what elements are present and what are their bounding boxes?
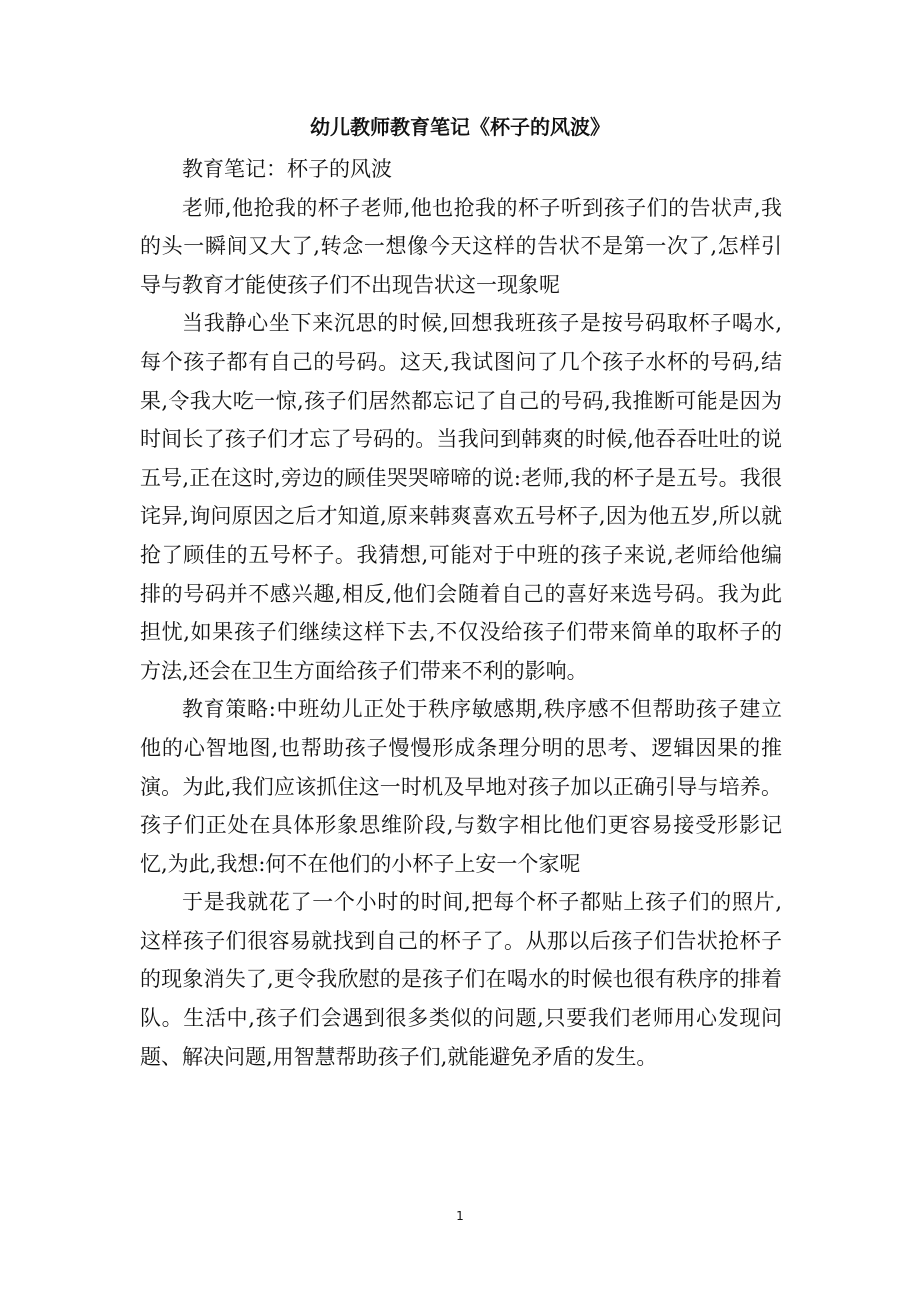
page-number: 1: [456, 1209, 464, 1223]
paragraph-complaint: 老师,他抢我的杯子老师,他也抢我的杯子听到孩子们的告状声,我的头一瞬间又大了,转念一想像今天这样的告状不是第一次了,怎样引导与教育才能使孩子们不出现告状这一现象呢: [140, 195, 782, 297]
paragraph-subtitle: 教育笔记：杯子的风波: [182, 157, 392, 181]
paragraph-result: 于是我就花了一个小时的时间,把每个杯子都贴上孩子们的照片,这样孩子们很容易就找到自己的杯子了。从那以后孩子们告状抢杯子的现象消失了,更令我欣慰的是孩子们在喝水的时候也很有秩序的排着队。生活中,孩子们会遇到很多类似的问题,只要我们老师用心发现问题、解决问题,用智慧帮助孩子们,就能避免矛盾的发生。: [140, 890, 782, 1069]
document-body: [140, 150, 782, 1076]
document-title: 幼儿教师教育笔记《杯子的风波》: [310, 115, 610, 139]
paragraph-reflection: 当我静心坐下来沉思的时候,回想我班孩子是按号码取杯子喝水,每个孩子都有自己的号码。这天,我试图问了几个孩子水杯的号码,结果,令我大吃一惊,孩子们居然都忘记了自己的号码,我推断可能是因为时间长了孩子们才忘了号码的。当我问到韩爽的时候,他吞吞吐吐的说五号,正在这时,旁边的顾佳哭哭啼啼的说:老师,我的杯子是五号。我很诧异,询问原因之后才知道,原来韩爽喜欢五号杯子,因为他五岁,所以就抢了顾佳的五号杯子。我猜想,可能对于中班的孩子来说,老师给他编排的号码并不感兴趣,相反,他们会随着自己的喜好来选号码。我为此担忧,如果孩子们继续这样下去,不仅没给孩子们带来简单的取杯子的方法,还会在卫生方面给孩子们带来不利的影响。: [140, 311, 782, 683]
paragraph-strategy: 教育策略:中班幼儿正处于秩序敏感期,秩序感不但帮助孩子建立他的心智地图,也帮助孩子慢慢形成条理分明的思考、逻辑因果的推演。为此,我们应该抓住这一时机及早地对孩子加以正确引导与培养。孩子们正处在具体形象思维阶段,与数字相比他们更容易接受形影记忆,为此,我想:何不在他们的小杯子上安一个家呢: [140, 697, 782, 876]
